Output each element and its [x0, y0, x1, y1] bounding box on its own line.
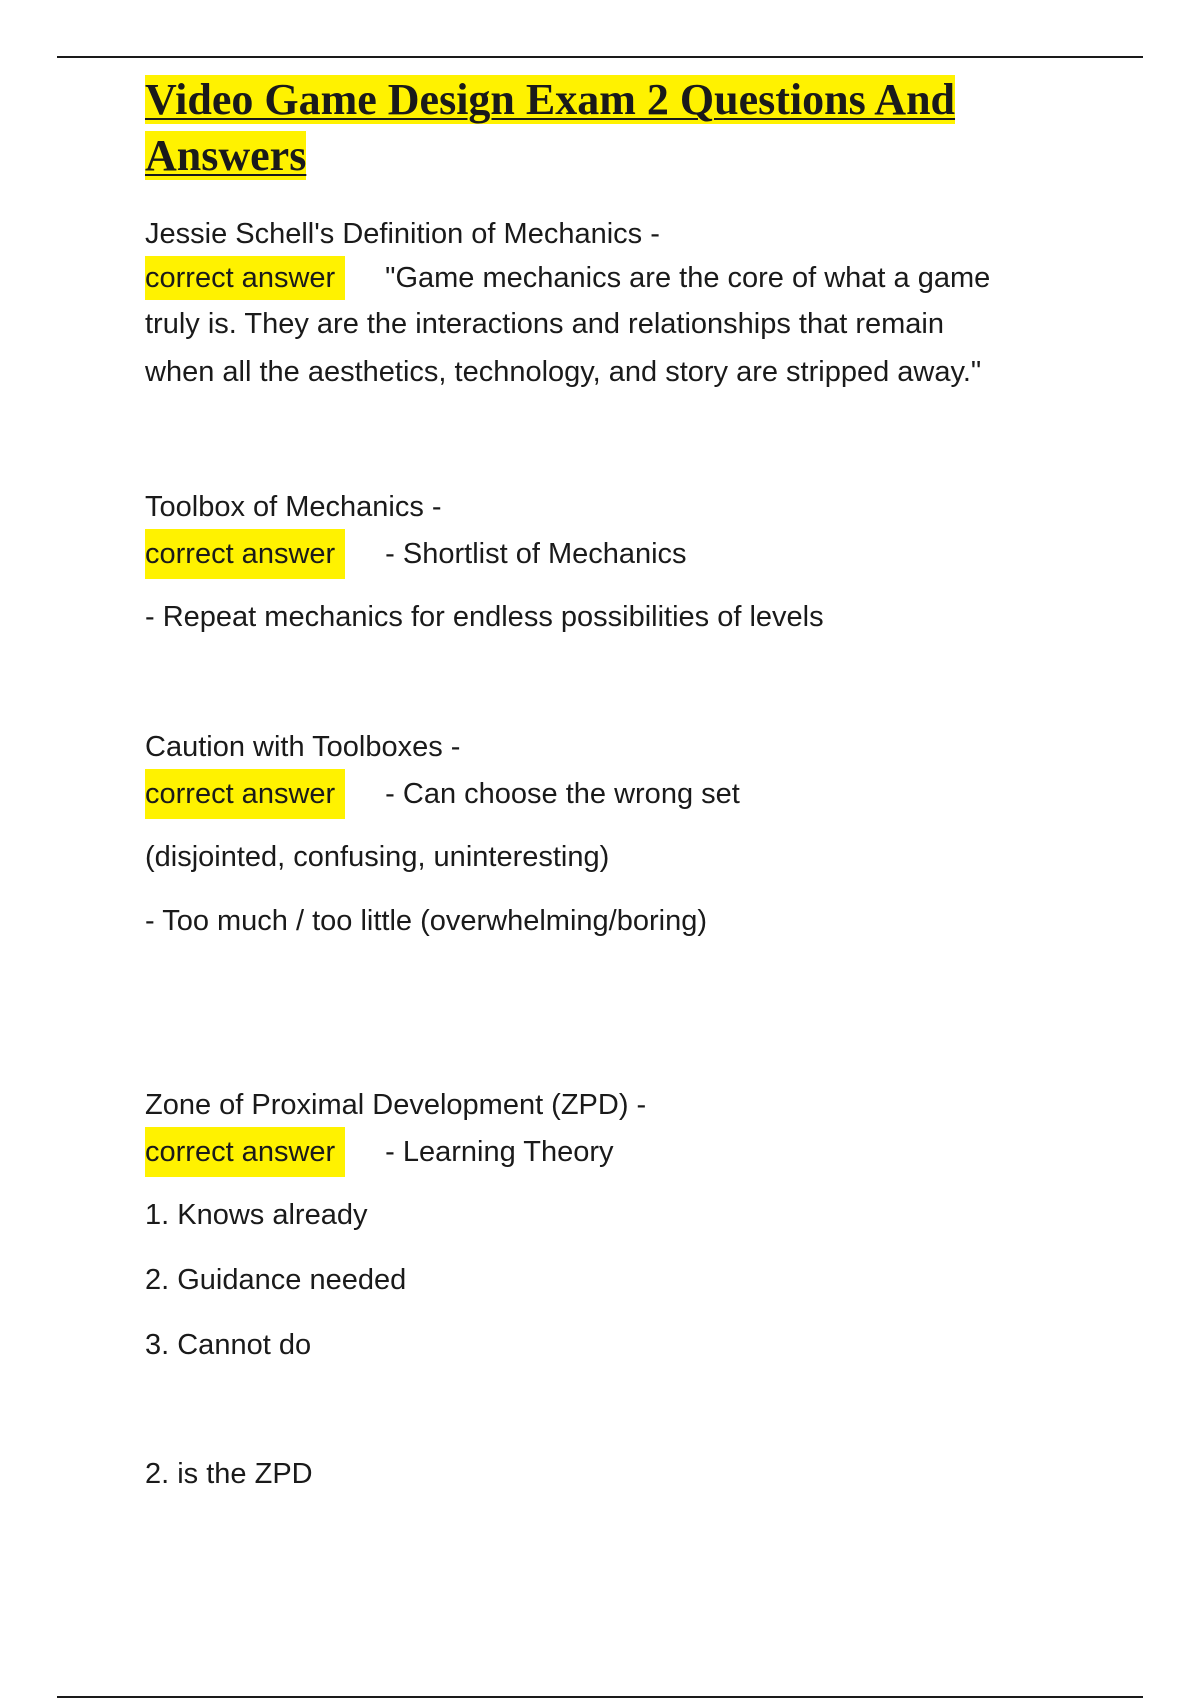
answer-text: - Too much / too little (overwhelming/boring): [145, 905, 707, 937]
correct-answer-tag: correct answer: [145, 1127, 345, 1177]
qa-item-zpd: [145, 1083, 646, 1498]
answer-text: 2. Guidance needed: [145, 1264, 407, 1296]
correct-answer-tag: correct answer: [145, 769, 345, 819]
qa-item-toolbox: [145, 485, 824, 641]
question-text: Caution with Toolboxes -: [145, 731, 461, 763]
question-text: Zone of Proximal Development (ZPD) -: [145, 1089, 647, 1121]
answer-text: 1. Knows already: [145, 1199, 368, 1231]
bottom-rule: [57, 1696, 1143, 1698]
answer-line: [145, 256, 990, 300]
answer-text: - Repeat mechanics for endless possibilities of levels: [145, 601, 824, 633]
answer-text: truly is. They are the interactions and relationships that remain: [145, 308, 944, 340]
top-rule: [57, 56, 1143, 58]
answer-text: 2. is the ZPD: [145, 1458, 313, 1490]
correct-answer-tag: correct answer: [145, 529, 345, 579]
answer-text: - Shortlist of Mechanics: [385, 538, 687, 570]
question-text: Jessie Schell's Definition of Mechanics -: [145, 218, 660, 250]
answer-line: [145, 769, 740, 819]
qa-item-mechanics-definition: [145, 212, 990, 396]
title-line-2: Answers: [145, 131, 307, 180]
answer-line: [145, 1127, 646, 1177]
answer-text: - Can choose the wrong set: [385, 778, 740, 810]
answer-text: (disjointed, confusing, uninteresting): [145, 841, 610, 873]
qa-item-caution-toolboxes: [145, 725, 740, 945]
answer-text: - Learning Theory: [385, 1136, 614, 1168]
document-body: [145, 72, 1065, 1490]
answer-line: [145, 529, 824, 579]
answer-text: 3. Cannot do: [145, 1329, 312, 1361]
document-title: [145, 72, 1065, 184]
title-line-1: Video Game Design Exam 2 Questions And: [145, 75, 956, 124]
question-text: Toolbox of Mechanics -: [145, 491, 442, 523]
answer-text: "Game mechanics are the core of what a game: [385, 262, 991, 294]
correct-answer-tag: correct answer: [145, 256, 345, 300]
answer-text: when all the aesthetics, technology, and story are stripped away.": [145, 356, 982, 388]
